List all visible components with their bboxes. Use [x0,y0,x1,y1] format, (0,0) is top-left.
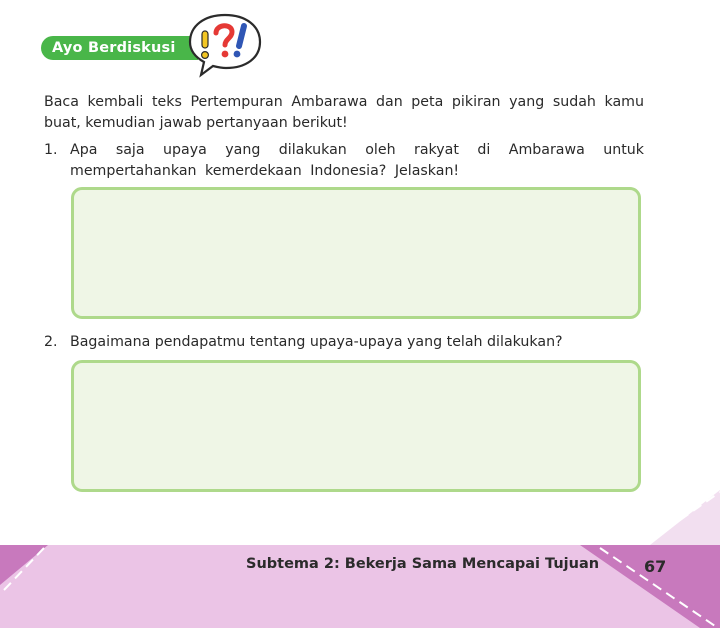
instruction-text: Baca kembali teks Pertempuran Ambarawa dan peta pikiran yang sudah kamu buat, kemudian jawab pertanyaan berikut! [44,94,644,131]
section-badge: Ayo Berdiskusi [41,36,198,60]
question-number: 1. [44,142,58,158]
question-1 [44,140,644,182]
question-number: 2. [44,334,58,350]
footer-decoration [0,480,720,628]
subtheme-title: Subtema 2: Bekerja Sama Mencapai Tujuan [246,556,600,572]
exclamation-question-bubble-icon [186,11,264,79]
answer-box-2[interactable] [71,360,641,492]
page-number: 67 [644,557,667,576]
question-2 [44,332,644,353]
question-text: Bagaimana pendapatmu tentang upaya-upaya yang telah dilakukan? [70,334,563,350]
question-text: Apa saja upaya yang dilakukan oleh rakyat di Ambarawa untuk mempertahankan kemerdekaan Indonesia? Jelaskan! [70,142,644,179]
answer-box-1[interactable] [71,187,641,319]
